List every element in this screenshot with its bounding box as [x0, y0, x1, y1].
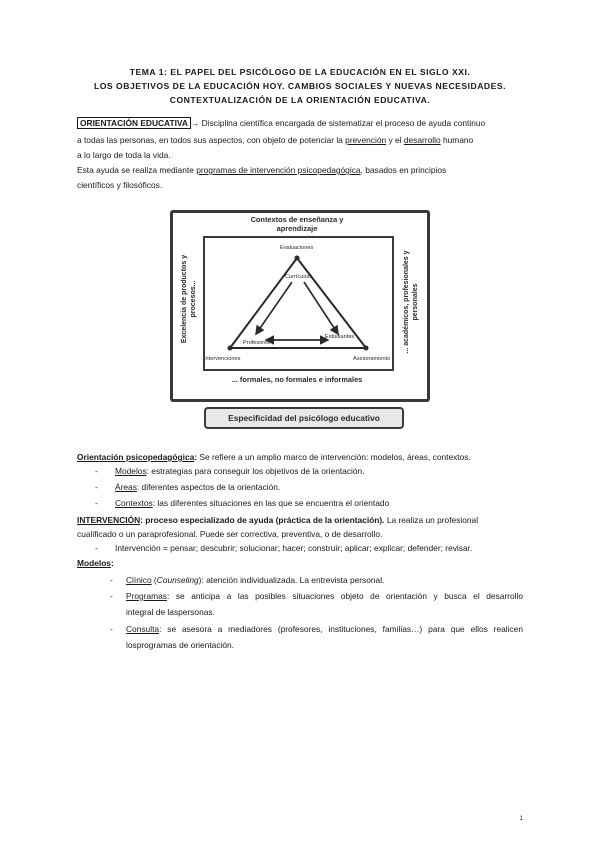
triangle-diagram	[170, 210, 430, 400]
contexts-label: Contextos de enseñanza y aprendizaje	[250, 215, 344, 233]
intro-line-2	[77, 133, 523, 147]
intro-line-5: científicos y filosóficos.	[77, 180, 163, 190]
dash-bullet: -	[110, 591, 113, 601]
intervencion-term: INTERVENCIÓN	[77, 515, 141, 525]
node-profesores: Profesores	[243, 340, 271, 346]
vertex-dot-top	[295, 256, 300, 261]
clinico-text: ): atención individualizada. La entrevista personal.	[198, 575, 385, 585]
title-line-1: TEMA 1: EL PAPEL DEL PSICÓLOGO DE LA EDUCACIÓN EN EL SIGLO XXI.	[129, 67, 471, 77]
dash-bullet: -	[95, 466, 98, 476]
intro-text-4b: , basados en principios	[360, 165, 447, 175]
node-estudiantes: Estudiantes	[325, 334, 355, 340]
intro-text-1: Disciplina científica encargada de sistematizar el proceso de ayuda continuo	[199, 118, 486, 128]
consulta-term: Consulta	[126, 624, 160, 634]
dash-bullet: -	[110, 624, 113, 634]
specificity-caption: Especificidad del psicólogo educativo	[204, 407, 404, 429]
intervencion-definition: : proceso especializado de ayuda (práctica de la orientación).	[140, 515, 385, 525]
modelo-item-consulta	[126, 622, 523, 652]
colon: :	[110, 558, 114, 568]
page-number: 1	[519, 816, 523, 822]
orientacion-psicopedagogica-line	[77, 450, 523, 464]
node-curriculum: Currículum	[285, 274, 313, 280]
title-line-3: CONTEXTUALIZACIÓN DE LA ORIENTACIÓN EDUCATIVA.	[169, 95, 431, 105]
modelos-heading: Modelos	[77, 558, 111, 568]
list-item	[115, 496, 389, 510]
formal-label: ... formales, no formales e informales	[231, 375, 363, 384]
vertex-dot-right	[364, 346, 369, 351]
dash-bullet: -	[95, 482, 98, 492]
excellence-label: Excelencia de productos y procesos...	[181, 254, 197, 344]
intro-line-4	[77, 163, 523, 177]
intro-line-1	[77, 116, 523, 130]
counseling-term: Counseling	[156, 575, 199, 585]
intro-text-2b: y el	[386, 135, 404, 145]
intervencion-item: Intervención = pensar; descubrir; solucionar; hacer; construir; aplicar; explicar; defender; revisar.	[115, 543, 473, 553]
list-item	[115, 480, 280, 494]
list-item	[115, 464, 365, 478]
intervencion-text: La realiza un profesional	[384, 515, 479, 525]
modelos-term: Modelos	[115, 466, 147, 476]
contextos-term: Contextos	[115, 498, 153, 508]
intro-text-4a: Esta ayuda se realiza mediante	[77, 165, 197, 175]
title-line-2: LOS OBJETIVOS DE LA EDUCACIÓN HOY. CAMBIOS SOCIALES Y NUEVAS NECESIDADES.	[94, 81, 506, 91]
dash-bullet: -	[95, 498, 98, 508]
colon: :	[194, 452, 198, 462]
intervencion-line-2: cualificado o un paraprofesional. Puede ser correctiva, preventiva, o de desarrollo.	[77, 529, 383, 539]
intro-text-2c: humano	[440, 135, 474, 145]
orientacion-text: Se refiere a un amplio marco de intervención: modelos, áreas, contextos.	[197, 452, 471, 462]
programas-text: : se anticipa a las posibles situaciones objeto de orientación y busca el desarrollo	[166, 591, 523, 601]
desarrollo-term: desarrollo	[403, 135, 441, 145]
clinico-term: Clínico	[126, 575, 152, 585]
orientacion-psicopedagogica-term: Orientación psicopedagógica	[77, 452, 195, 462]
modelo-item-clinico	[126, 573, 384, 587]
specificity-figure	[170, 210, 436, 432]
programas-term: programas de intervención psicopedagógica	[196, 165, 361, 175]
node-intervenciones: Intervenciones	[204, 356, 241, 362]
dash-bullet: -	[110, 575, 113, 585]
list-item-text: : estrategias para conseguir los objetivos de la orientación.	[146, 466, 365, 476]
dash-bullet: -	[95, 543, 98, 553]
consulta-text: : se asesora a mediadores (profesores, instituciones, familias…) para que ellos realicen	[159, 624, 523, 634]
programas-text-line2: integral de laspersonas.	[126, 607, 215, 617]
intro-line-3: a lo largo de toda la vida.	[77, 150, 171, 160]
modelos-heading-line	[77, 556, 523, 570]
programas-model-term: Programas	[126, 591, 167, 601]
intro-text-2a: a todas las personas, en todos sus aspectos, con objeto de potenciar la	[77, 135, 346, 145]
academic-label: ... académicos, profesionales y personales	[403, 250, 419, 354]
orientacion-educativa-term: ORIENTACIÓN EDUCATIVA	[77, 117, 191, 129]
areas-term: Áreas	[115, 482, 137, 492]
node-asesoramiento: Asesoramiento	[353, 356, 391, 362]
node-evaluaciones: Evaluaciones	[280, 245, 314, 251]
consulta-text-line2: losprogramas de orientación.	[126, 640, 235, 650]
outer-triangle-left-edge	[230, 258, 297, 348]
intervencion-line-1	[77, 513, 523, 527]
prevencion-term: prevención	[345, 135, 387, 145]
paren: (	[151, 575, 157, 585]
arrow-glyph: →	[190, 118, 200, 128]
modelo-item-programas	[126, 589, 523, 619]
list-item-text: : diferentes aspectos de la orientación.	[136, 482, 281, 492]
list-item-text: : las diferentes situaciones en las que se encuentra el orientado	[152, 498, 390, 508]
vertex-dot-left	[228, 346, 233, 351]
